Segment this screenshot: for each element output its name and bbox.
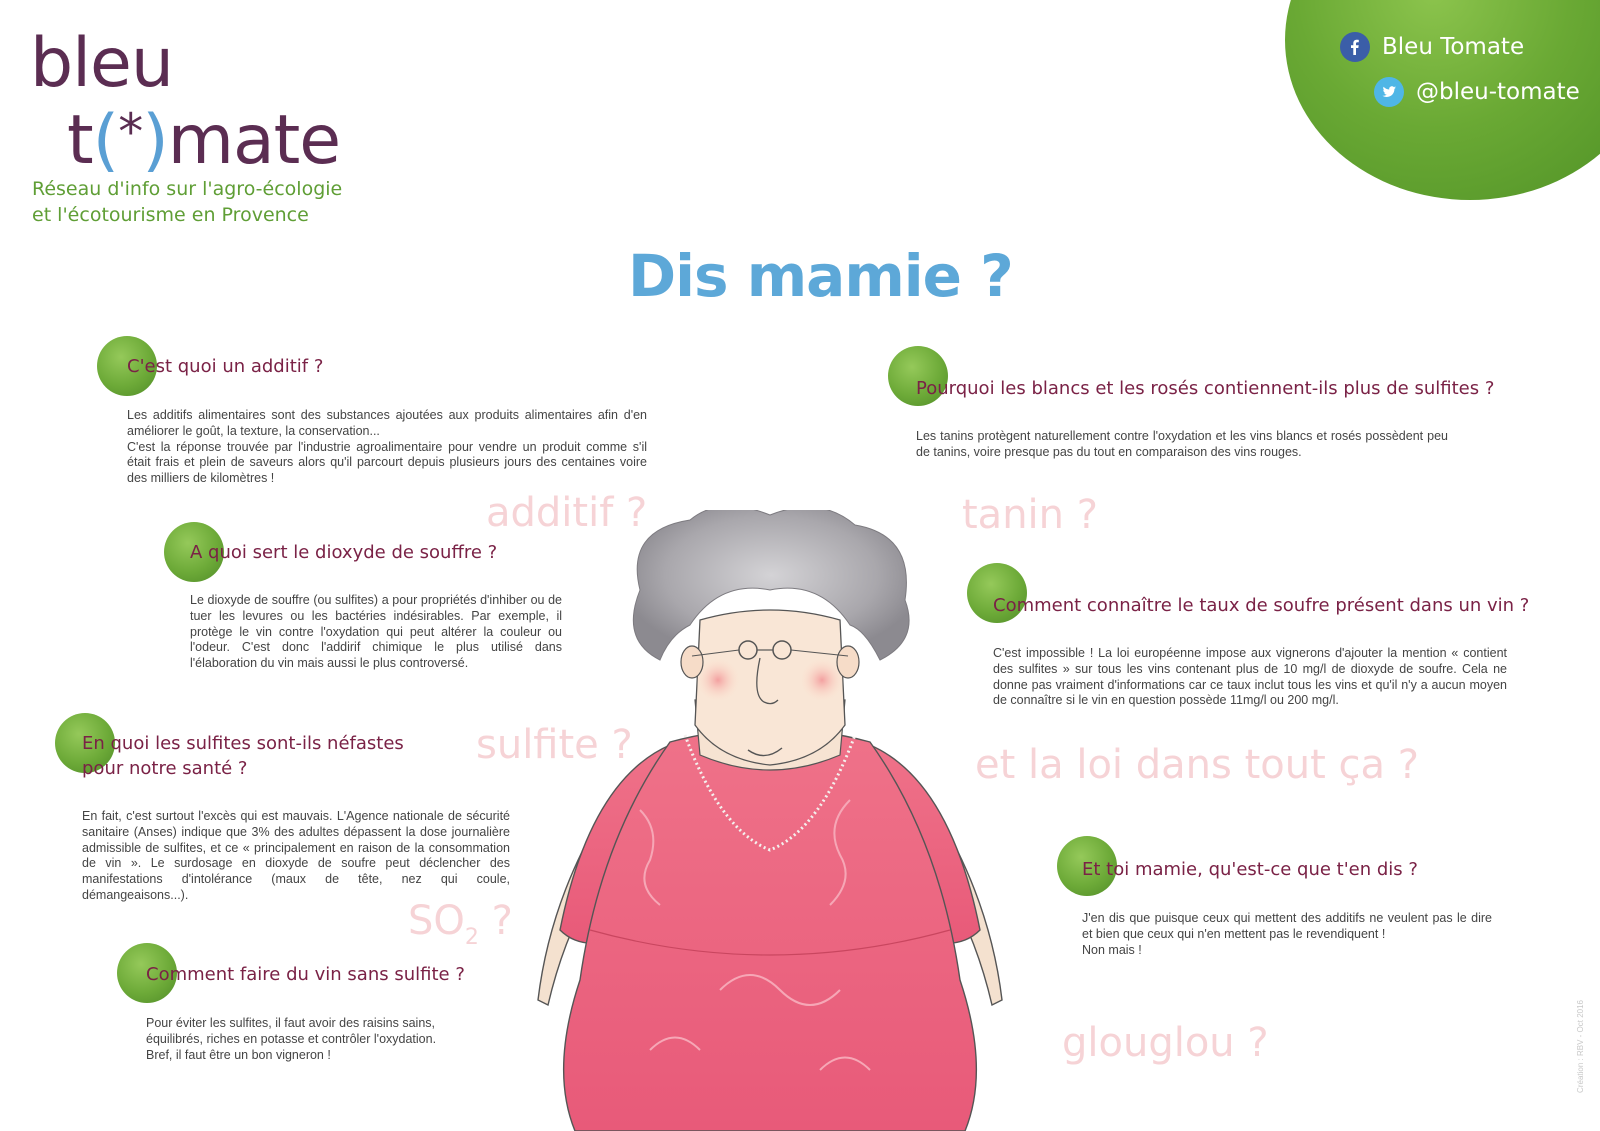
- answer-mamie: J'en dis que puisque ceux qui mettent des additifs ne veulent pas le dire et bien que ceux qui n'en mettent pas le revendiquent ! Non mais !: [1082, 911, 1492, 957]
- page-title: Dis mamie ?: [628, 242, 1013, 310]
- question-dioxyde: A quoi sert le dioxyde de souffre ?: [190, 542, 498, 563]
- question-additif: C'est quoi un additif ?: [127, 356, 324, 377]
- facebook-link[interactable]: Bleu Tomate: [1340, 32, 1524, 62]
- word-glouglou: glouglou ?: [1062, 1020, 1269, 1066]
- credit-text: Création : RBV - Oct 2016: [1576, 1000, 1585, 1093]
- answer-sans-sulfite: Pour éviter les sulfites, il faut avoir des raisins sains, équilibrés, riches en potasse et contrôler l'oxydation. Bref, il faut être un bon vigneron !: [146, 1016, 437, 1062]
- grandma-illustration: [520, 510, 1020, 1131]
- tagline: Réseau d'info sur l'agro-écologie et l'écotourisme en Provence: [32, 178, 343, 226]
- logo: [30, 24, 341, 180]
- question-sante: En quoi les sulfites sont-ils néfastes pour notre santé ?: [82, 733, 404, 779]
- word-loi: et la loi dans tout ça ?: [975, 742, 1419, 788]
- facebook-icon: [1340, 32, 1370, 62]
- question-mamie: Et toi mamie, qu'est-ce que t'en dis ?: [1082, 859, 1418, 880]
- answer-taux-soufre: C'est impossible ! La loi européenne impose aux vignerons d'ajouter la mention « contient des sulfites » sur tous les vins contenant plus de 10 mg/l de dioxyde de soufre. Cela ne donne pas vraiment d'informations car ce taux inclut tous les vins et qu'il n'y a aucun moyen de connaître si le vin en question possède 11mg/l ou 200 mg/l.: [993, 646, 1507, 708]
- word-tanin: tanin ?: [962, 492, 1098, 538]
- word-additif: additif ?: [486, 490, 648, 536]
- answer-sante: En fait, c'est surtout l'excès qui est mauvais. L'Agence nationale de sécurité sanitaire (Anses) indique que 3% des adultes dépassent la dose journalière admissible de sulfites, et ce « principalement en raison de la consommation de vin ». Le surdosage en dioxyde de soufre peut déclencher des manifestations d'intolérance (maux de tête, nez qui coule, démangeaisons...).: [82, 809, 510, 902]
- twitter-icon: [1374, 77, 1404, 107]
- logo-line-1: bleu: [30, 24, 173, 103]
- question-sans-sulfite: Comment faire du vin sans sulfite ?: [146, 964, 465, 985]
- answer-blancs-roses: Les tanins protègent naturellement contre l'oxydation et les vins blancs et rosés possèdent peu de tanins, voire presque pas du tout en comparaison des vins rouges.: [916, 429, 1448, 459]
- twitter-link[interactable]: @bleu-tomate: [1374, 77, 1580, 107]
- answer-additif: Les additifs alimentaires sont des substances ajoutées aux produits alimentaires afin d'en améliorer le goût, la texture, la conservation... C'est la réponse trouvée par l'industrie agroalimentaire pour vendre un produit comme s'il était frais et plein de saveurs alors qu'il parcourt depuis plusieurs jours des centaines voire des milliers de kilomètres !: [127, 408, 647, 486]
- answer-dioxyde: Le dioxyde de souffre (ou sulfites) a pour propriétés d'inhiber ou de tuer les levures ou les bactéries indésirables. Par exemple, il protège le vin contre l'oxydation qui peut altérer la couleur ou l'odeur. C'est donc l'addirif chimique le plus utilisé dans l'élaboration du vin mais aussi le plus controversé.: [190, 593, 562, 671]
- word-so2: $SO_2$ ?: [408, 898, 513, 950]
- question-taux-soufre: Comment connaître le taux de soufre présent dans un vin ?: [993, 595, 1530, 616]
- question-blancs-roses: Pourquoi les blancs et les rosés contiennent-ils plus de sulfites ?: [916, 378, 1495, 399]
- logo-line-2: t(*)mate: [67, 101, 341, 180]
- word-sulfite: sulfite ?: [476, 722, 633, 768]
